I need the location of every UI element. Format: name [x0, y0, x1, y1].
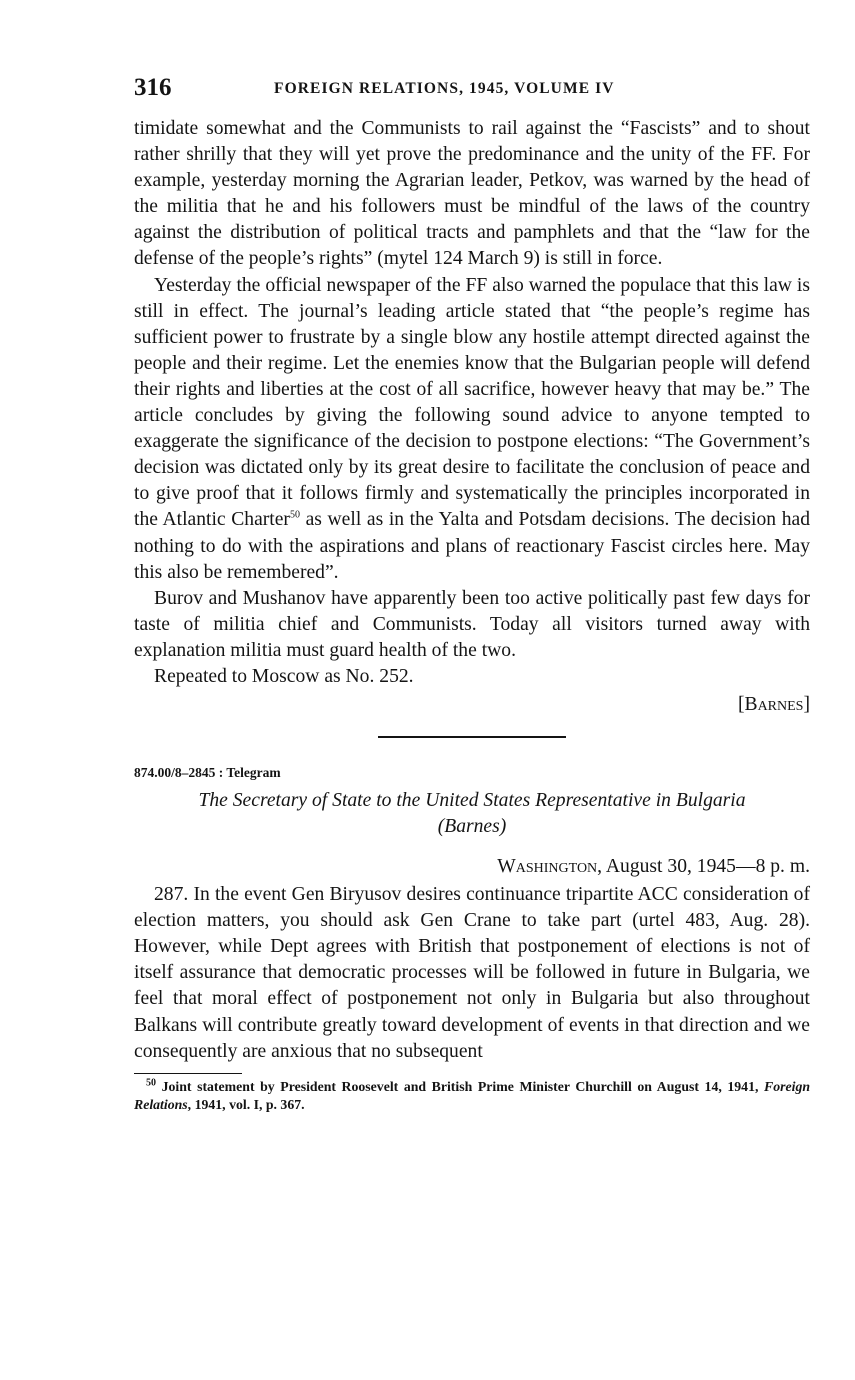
document-title-line-2: (Barnes) [437, 816, 507, 838]
document-page [134, 74, 810, 1114]
telegram-paragraph-1: 287. In the event Gen Biryusov desires continuance tripartite ACC consideration of election matters, you should ask Gen Crane to take part (urtel 483, Aug. 28). However, while Dept agrees with British that postponement of elections is not of itself assurance that democratic processes will be followed in future in Bulgaria, we feel that moral effect of postponement not only in Bulgaria but also throughout Balkans will contribute greatly toward development of events in that direction and we consequently are anxious that no subsequent [134, 884, 810, 1062]
dateline [134, 854, 810, 880]
file-reference: 874.00/8–2845 : Telegram [134, 765, 281, 781]
footnote-text-b: , 1941, vol. I, p. 367. [187, 1096, 305, 1112]
footnote-reference: 50 [289, 509, 300, 521]
footnote-text-a: Joint statement by President Roosevelt and British Prime Minister Churchill on August 14, 1941, [161, 1078, 765, 1094]
section-divider [378, 736, 566, 738]
footnote-rule [134, 1073, 242, 1074]
footnote-marker: 50 [146, 1077, 156, 1089]
page-number: 316 [134, 74, 172, 101]
running-head [134, 74, 810, 106]
signature: [Barnes] [737, 694, 810, 716]
dateline-date: , August 30, 1945—8 p. m. [597, 856, 810, 878]
footnote [134, 1078, 810, 1114]
footnote-italic-title: Foreign Relations [134, 1078, 811, 1112]
document-title-line-1: The Secretary of State to the United States Representative in Bulgaria [198, 790, 746, 812]
running-title: FOREIGN RELATIONS, 1945, VOLUME IV [274, 80, 615, 97]
body-paragraph-3: Burov and Mushanov have apparently been too active politically past few days for taste of militia chief and Communists. Today all visitors turned away with explanation militia must guard health of the two. [134, 587, 810, 661]
signature-name: Barnes [744, 694, 804, 716]
dateline-place: Washington [497, 856, 598, 878]
body-paragraph-2-text-a: Yesterday the official newspaper of the FF also warned the populace that this law is still in effect. The journal’s leading article stated that “the people’s regime has sufficient power to frustrate by a single blow any hostile attempt directed against the people and their regime. Let the enemies know that the Bulgarian people will defend their rights and liberties at the cost of all sacrifice, however heavy that may be.” The article concludes by giving the following sound advice to anyone tempted to exaggerate the significance of the decision to postpone elections: “The Government’s decision was dictated only by its great desire to facilitate the conclusion of peace and to give proof that it follows firmly and systematically the principles incorporated in the Atlantic Charter [134, 274, 810, 531]
body-paragraph-1: timidate somewhat and the Communists to rail against the “Fascists” and to shout rather shrilly that they will yet prove the predominance and the unity of the FF. For example, yesterday morning the Agrarian leader, Petkov, was warned by the head of the militia that he and his followers must be mindful of the laws of the country against the distribution of political tracts and pamphlets and that the “law for the defense of the people’s rights” (mytel 124 March 9) is still in force. [134, 118, 810, 270]
body-paragraph-2 [134, 273, 810, 586]
document-title [134, 788, 810, 840]
body-paragraph-2-text-b: as well as in the Yalta and Potsdam decisions. The decision had nothing to do with the aspirations and plans of reactionary Fascist circles here. May this also be remembered”. [134, 509, 810, 583]
body-paragraph-4: Repeated to Moscow as No. 252. [154, 665, 414, 687]
